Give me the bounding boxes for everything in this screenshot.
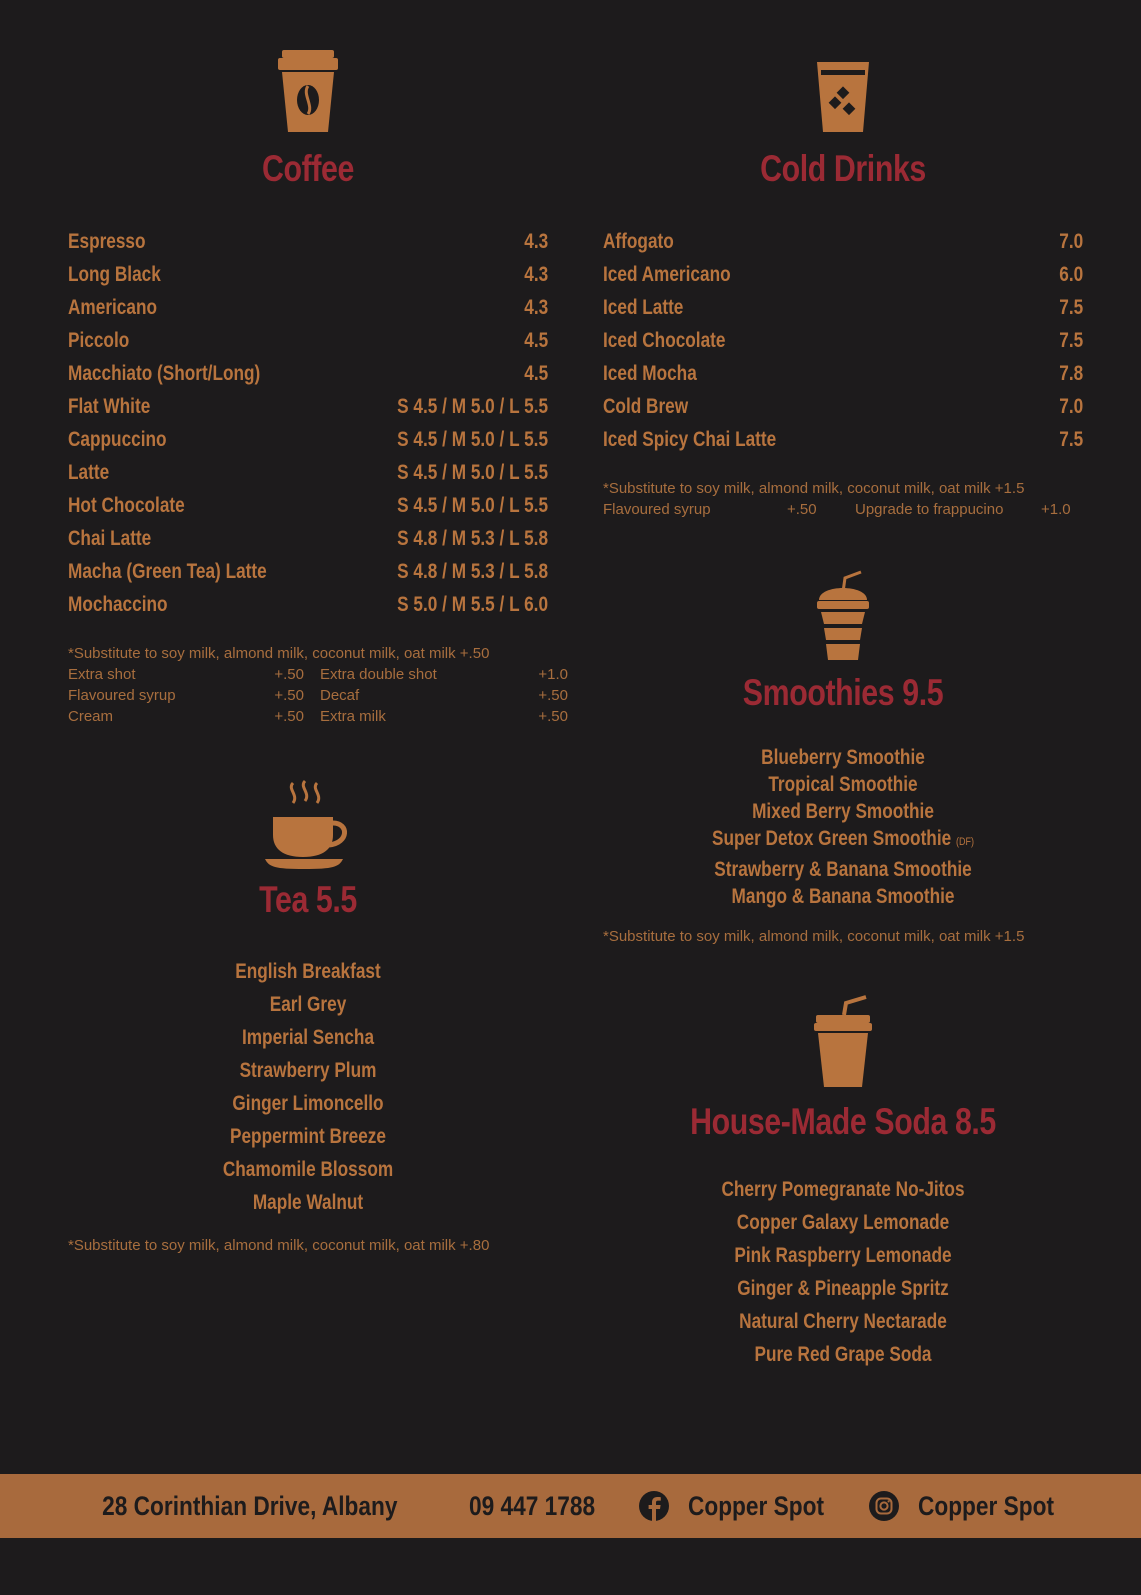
address: 28 Corinthian Drive, Albany (101, 1490, 398, 1521)
list-item: Macha (Green Tea) Latte S 4.8 / M 5.3 / L 5.8 (68, 559, 548, 583)
instagram-label: Copper Spot (918, 1490, 1055, 1521)
extra-label: Flavoured syrup (68, 687, 176, 704)
list-item: Iced Latte 7.5 (603, 295, 1083, 319)
coffee-list (68, 225, 548, 621)
iced-glass-icon (815, 60, 871, 134)
facebook-link[interactable] (639, 1491, 837, 1522)
list-item: Natural Cherry Nectarade (739, 1310, 947, 1333)
list-item: Mixed Berry Smoothie (752, 800, 934, 823)
smoothies-note: *Substitute to soy milk, almond milk, coconut milk, oat milk +1.5 (603, 928, 1025, 945)
list-item: Iced Chocolate 7.5 (603, 328, 1083, 352)
list-item: Long Black 4.3 (68, 262, 548, 286)
extra-price: +.50 (787, 501, 817, 518)
right-column (603, 0, 1083, 1371)
list-item: Ginger Limoncello (232, 1092, 384, 1115)
list-item: Imperial Sencha (241, 1026, 375, 1049)
list-item: Iced Americano 6.0 (603, 262, 1083, 286)
list-item: Chai Latte S 4.8 / M 5.3 / L 5.8 (68, 526, 548, 550)
extra-price: +1.0 (538, 666, 568, 683)
extra-label: Extra shot (68, 666, 136, 683)
list-item: Iced Spicy Chai Latte 7.5 (603, 427, 1083, 451)
extra-price: +.50 (538, 687, 568, 704)
list-item: Earl Grey (269, 993, 347, 1016)
soda-title: House-Made Soda 8.5 (690, 1101, 996, 1142)
list-item: Cherry Pomegranate No-Jitos (721, 1178, 965, 1201)
list-item: Pink Raspberry Lemonade (734, 1244, 952, 1267)
extra-label: Upgrade to frappucino (855, 501, 1004, 518)
soda-cup-straw-icon (812, 995, 874, 1089)
cold-drinks-list (603, 225, 1083, 456)
extra-price: +.50 (274, 687, 304, 704)
phone-number[interactable]: 09 447 1788 (469, 1490, 596, 1521)
coffee-note: *Substitute to soy milk, almond milk, coconut milk, oat milk +.50 (68, 645, 490, 662)
list-item: Affogato 7.0 (603, 229, 1083, 253)
extra-label: Extra double shot (320, 666, 437, 683)
dairy-free-tag: (DF) (955, 836, 975, 848)
list-item: Chamomile Blossom (222, 1158, 394, 1181)
list-item: Americano 4.3 (68, 295, 548, 319)
cold-drinks-note: *Substitute to soy milk, almond milk, coconut milk, oat milk +1.5 (603, 480, 1025, 497)
smoothies-title: Smoothies 9.5 (742, 672, 944, 713)
tea-title: Tea 5.5 (259, 879, 357, 920)
list-item: Strawberry & Banana Smoothie (714, 858, 972, 881)
smoothies-list (603, 744, 1083, 910)
extra-price: +.50 (538, 708, 568, 725)
cold-drinks-extras (603, 499, 1083, 520)
list-item: Hot Chocolate S 4.5 / M 5.0 / L 5.5 (68, 493, 548, 517)
coffee-cup-bean-icon (276, 50, 340, 134)
extra-label: Cream (68, 708, 114, 725)
list-item: Peppermint Breeze (229, 1125, 386, 1148)
list-item: Super Detox Green Smoothie (DF) (711, 827, 975, 850)
instagram-link[interactable] (869, 1491, 1067, 1522)
list-item: Blueberry Smoothie (761, 746, 925, 769)
list-item: Ginger & Pineapple Spritz (737, 1277, 949, 1300)
list-item: Pure Red Grape Soda (754, 1343, 932, 1366)
list-item: Piccolo 4.5 (68, 328, 548, 352)
list-item: Flat White S 4.5 / M 5.0 / L 5.5 (68, 394, 548, 418)
coffee-title: Coffee (262, 148, 354, 189)
list-item: Cold Brew 7.0 (603, 394, 1083, 418)
extra-label: Flavoured syrup (603, 501, 711, 518)
list-item: English Breakfast (235, 960, 381, 983)
tea-list (68, 955, 548, 1219)
list-item: Iced Mocha 7.8 (603, 361, 1083, 385)
extra-price: +.50 (274, 666, 304, 683)
list-item: Tropical Smoothie (768, 773, 918, 796)
list-item: Mochaccino S 5.0 / M 5.5 / L 6.0 (68, 592, 548, 616)
extra-price: +.50 (274, 708, 304, 725)
list-item: Macchiato (Short/Long) 4.5 (68, 361, 548, 385)
instagram-icon (869, 1491, 899, 1521)
facebook-label: Copper Spot (688, 1490, 825, 1521)
list-item: Latte S 4.5 / M 5.0 / L 5.5 (68, 460, 548, 484)
tea-note: *Substitute to soy milk, almond milk, coconut milk, oat milk +.80 (68, 1237, 490, 1254)
list-item: Espresso 4.3 (68, 229, 548, 253)
cold-drinks-title: Cold Drinks (760, 148, 926, 189)
extra-label: Extra milk (320, 708, 386, 725)
list-item: Copper Galaxy Lemonade (736, 1211, 950, 1234)
smoothie-cup-icon (815, 570, 871, 662)
steaming-teacup-icon (263, 779, 353, 871)
coffee-extras (68, 664, 568, 727)
footer-bar (0, 1474, 1141, 1538)
list-item: Cappuccino S 4.5 / M 5.0 / L 5.5 (68, 427, 548, 451)
list-item: Mango & Banana Smoothie (731, 885, 955, 908)
extra-label: Decaf (320, 687, 360, 704)
extra-price: +1.0 (1041, 501, 1071, 518)
list-item: Strawberry Plum (239, 1059, 377, 1082)
soda-list (603, 1173, 1083, 1371)
list-item: Maple Walnut (252, 1191, 364, 1214)
left-column (68, 0, 568, 1256)
facebook-icon (639, 1491, 669, 1521)
